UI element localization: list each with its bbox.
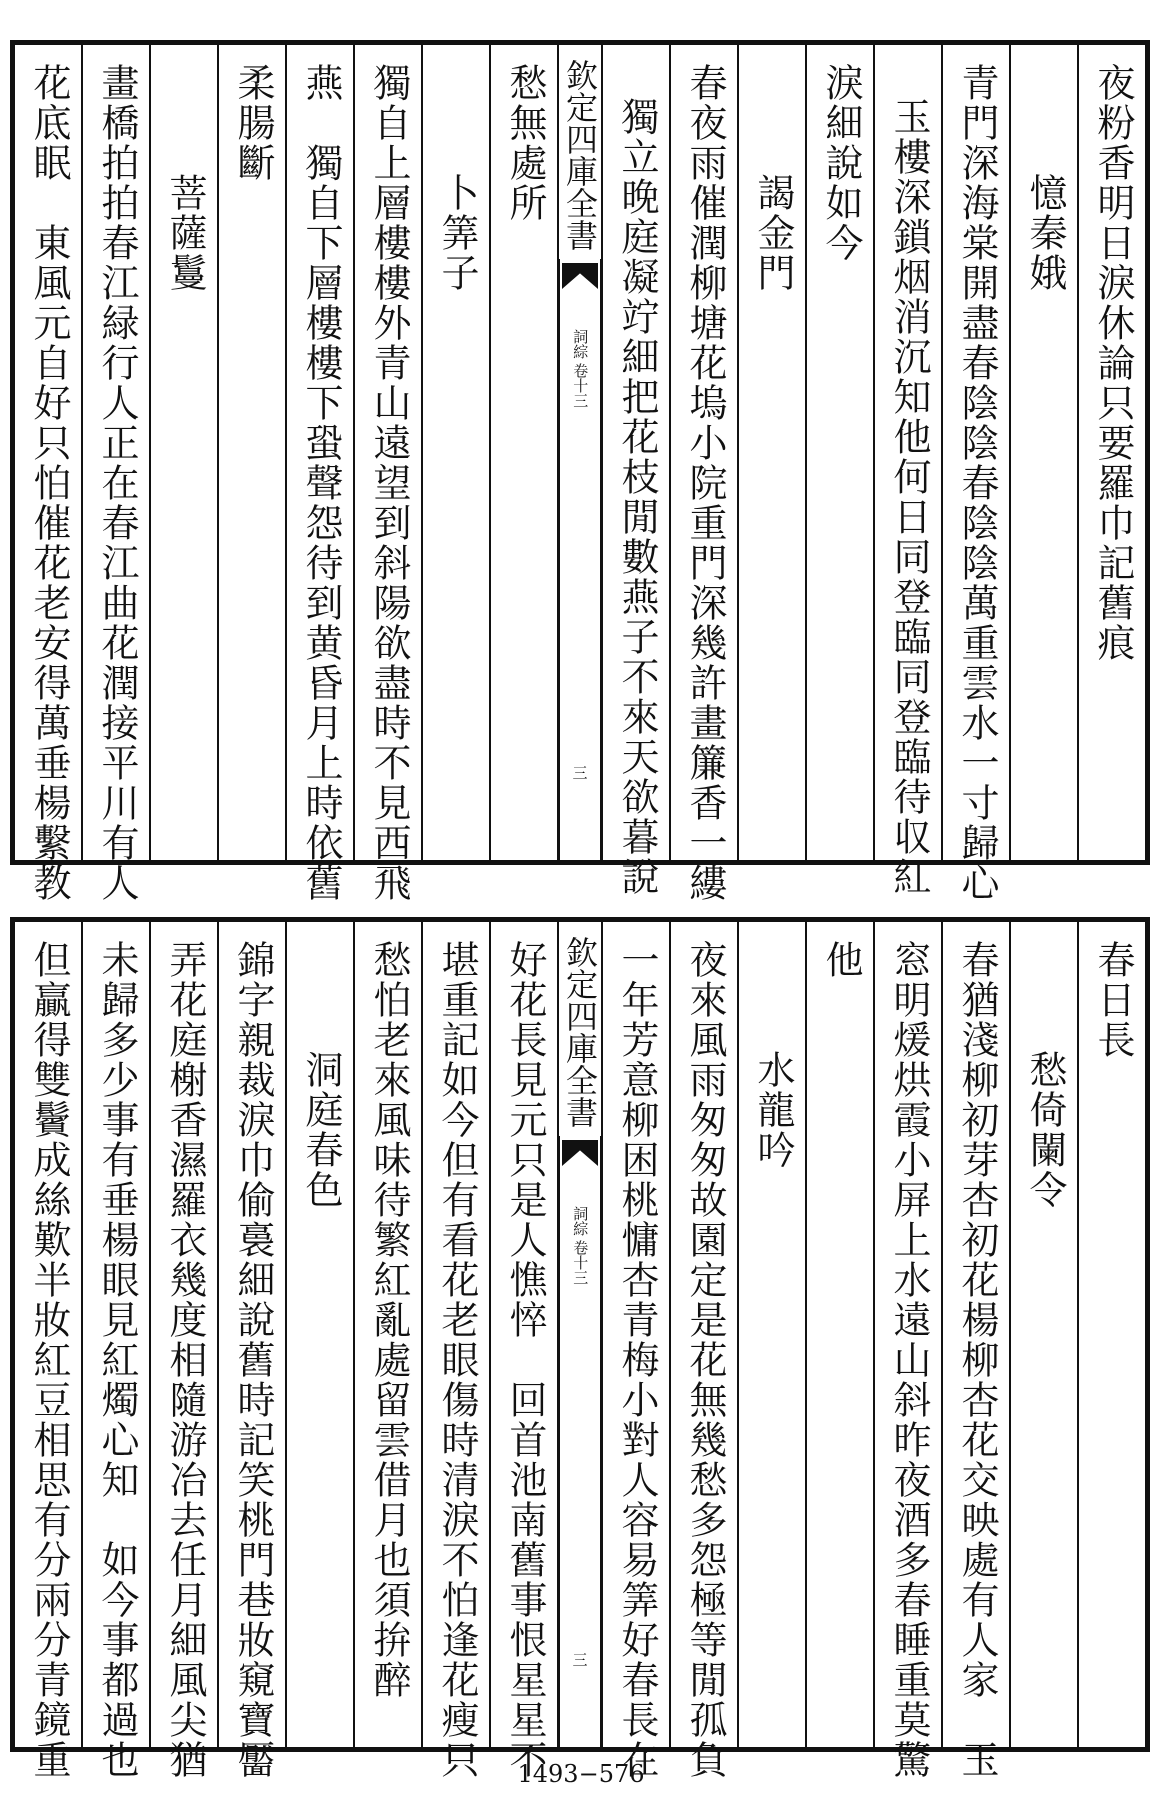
fishtail-mark-icon	[562, 263, 598, 289]
bottom-text-column	[421, 922, 489, 1780]
column-text: 春夜雨催潤柳塘花塢小院重門深幾許畫簾香一縷	[682, 63, 727, 903]
column-text: 春日長	[1090, 940, 1135, 1060]
page-number-footer: 1493−576	[517, 1760, 645, 1788]
center-fold	[557, 922, 601, 1747]
column-text: 獨立晚庭凝竚細把花枝閒數燕子不來天欲暮說	[614, 97, 659, 897]
top-text-column	[149, 45, 217, 860]
fold-volume-number: 卷十三	[571, 363, 590, 408]
column-text: 錦字親裁淚巾偷裛細說舊時記笑桃門巷妝窺寶靨	[230, 940, 275, 1780]
fold-title: 欽定四庫全書	[561, 936, 599, 1128]
bottom-text-column	[217, 922, 285, 1780]
bottom-text-column	[873, 922, 941, 1780]
column-text: 好花長見元只是人憔悴 回首池南舊事恨星星不	[502, 940, 547, 1780]
bottom-text-column	[1077, 922, 1145, 1747]
bottom-text-column	[353, 922, 421, 1747]
top-text-column	[353, 45, 421, 903]
bottom-text-column	[81, 922, 149, 1780]
top-text-column	[217, 45, 285, 860]
column-text: 夜粉香明日淚休論只要羅巾記舊痕	[1090, 63, 1135, 663]
fold-frame	[559, 1136, 601, 1747]
fold-page-number: 三	[570, 765, 589, 780]
fold-volume	[572, 1206, 589, 1285]
column-text: 窓明煖烘霞小屏上水遠山斜昨夜酒多春睡重莫驚	[886, 940, 931, 1780]
column-text: 堪重記如今但有看花老眼傷時清淚不怕逢花瘦只	[434, 940, 479, 1780]
bottom-text-column	[15, 922, 81, 1780]
column-text: 青門深海棠開盡春陰陰春陰陰萬重雲水一寸歸心	[954, 63, 999, 903]
column-text: 燕 獨自下層樓樓下蛩聲怨待到黄昏月上時依舊	[298, 63, 343, 903]
column-text: 憶秦娥	[1022, 173, 1067, 293]
column-text: 夜來風雨匆匆故園定是花無幾愁多怨極等閒孤負	[682, 940, 727, 1780]
top-text-column	[15, 45, 81, 903]
top-text-column	[285, 45, 353, 903]
bottom-text-column	[805, 922, 873, 1747]
fold-volume	[572, 329, 589, 408]
column-text: 畫橋拍拍春江緑行人正在春江曲花潤接平川有人	[94, 63, 139, 903]
upper-page	[10, 40, 1150, 903]
top-text-column	[1077, 45, 1145, 860]
column-text: 玉樓深鎖烟消沉知他何日同登臨同登臨待収紅	[886, 97, 931, 897]
bottom-text-column	[149, 922, 217, 1780]
fold-frame	[559, 259, 601, 860]
bottom-text-column	[941, 922, 1009, 1780]
fold-volume-number: 卷十三	[571, 1240, 590, 1285]
top-text-column	[873, 45, 941, 897]
column-text: 春猶淺柳初芽杏初花楊柳杏花交映處有人家 玉	[954, 940, 999, 1780]
bottom-text-column	[669, 922, 737, 1780]
top-text-column	[81, 45, 149, 903]
bottom-text-column	[285, 922, 353, 1747]
top-text-column	[489, 45, 557, 860]
column-text: 未歸多少事有垂楊眼見紅燭心知 如今事都過也	[94, 940, 139, 1780]
top-text-column	[941, 45, 1009, 903]
column-text: 愁無處所	[502, 63, 547, 223]
column-text: 卜筭子	[434, 173, 479, 293]
column-text: 淚細說如今	[818, 63, 863, 263]
column-text: 菩薩鬘	[162, 173, 207, 293]
column-text: 花底眠 東風元自好只怕催花老安得萬垂楊繫教	[26, 63, 71, 903]
fold-page-number: 三	[570, 1652, 589, 1667]
column-text: 獨自上層樓樓外青山遠望到斜陽欲盡時不見西飛	[366, 63, 411, 903]
column-text: 但贏得雙鬢成絲歎半妝紅豆相思有分兩分青鏡重	[26, 940, 71, 1780]
bottom-text-column	[489, 922, 557, 1780]
column-text: 洞庭春色	[298, 1050, 343, 1210]
column-text: 愁怕老來風味待繁紅亂處留雲借月也須拚醉	[366, 940, 411, 1700]
fold-title: 欽定四庫全書	[561, 59, 599, 251]
fold-book: 詞綜	[571, 1206, 590, 1236]
top-text-column	[669, 45, 737, 903]
column-text: 謁金門	[750, 173, 795, 293]
column-text: 一年芳意柳困桃慵杏青梅小對人容易筭好春長在	[614, 940, 659, 1780]
bottom-text-column	[601, 922, 669, 1780]
fishtail-mark-icon	[562, 1140, 598, 1166]
top-text-column	[421, 45, 489, 860]
top-text-column	[1009, 45, 1077, 860]
bottom-text-column	[1009, 922, 1077, 1747]
column-text: 水龍吟	[750, 1050, 795, 1170]
top-text-column	[805, 45, 873, 860]
column-text: 弄花庭榭香濕羅衣幾度相隨游冶去任月細風尖猶	[162, 940, 207, 1780]
top-text-column	[737, 45, 805, 860]
center-fold	[557, 45, 601, 860]
column-text: 柔腸斷	[230, 63, 275, 183]
top-text-column	[601, 45, 669, 897]
fold-book: 詞綜	[571, 329, 590, 359]
column-text: 他	[818, 940, 863, 980]
bottom-text-column	[737, 922, 805, 1747]
column-text: 愁倚闌令	[1022, 1050, 1067, 1210]
upper-columns	[15, 45, 1145, 903]
